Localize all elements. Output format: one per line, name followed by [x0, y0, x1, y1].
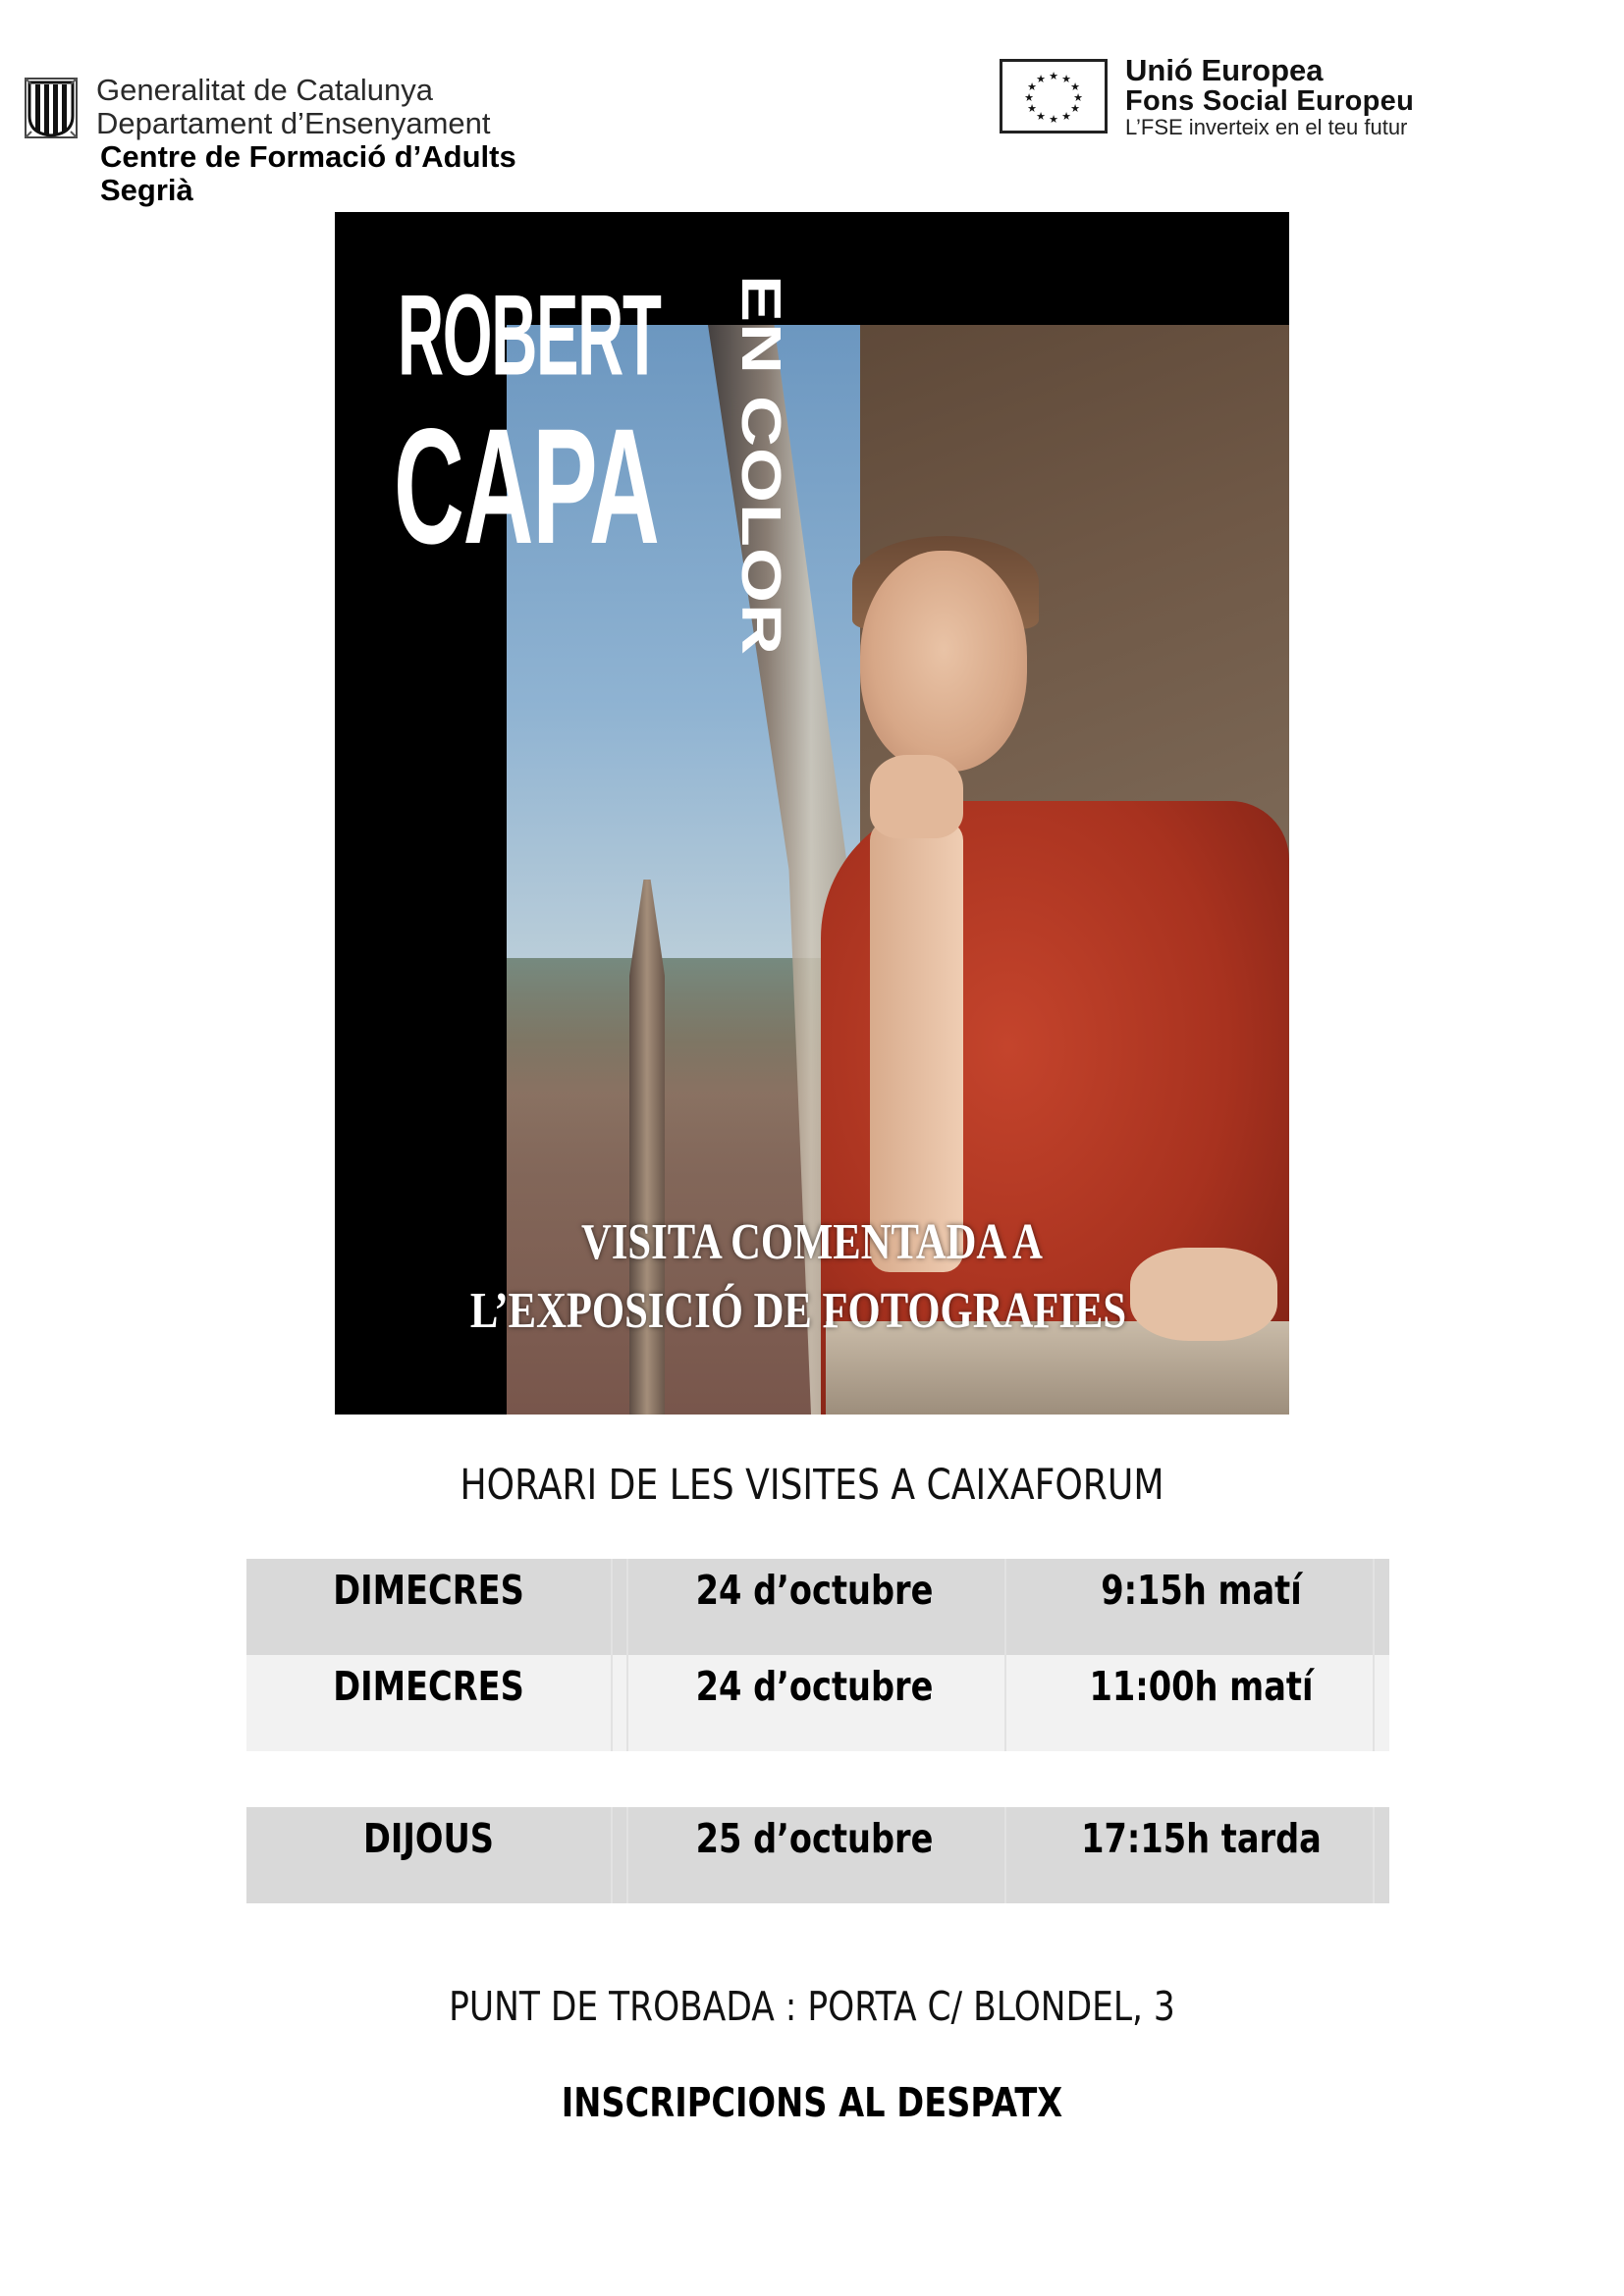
svg-text:★: ★: [1061, 73, 1071, 85]
poster-title-robert: ROBERT: [398, 271, 661, 400]
svg-text:★: ★: [1027, 80, 1037, 93]
spacer-cell: [613, 1655, 628, 1751]
spacer-cell: [1375, 1807, 1389, 1903]
time-text: 17:15h tarda: [1081, 1815, 1322, 1862]
svg-text:★: ★: [1049, 70, 1058, 82]
svg-text:★: ★: [1070, 102, 1080, 115]
eu-header: [1125, 55, 1414, 140]
generalitat-name: Generalitat de Catalunya: [96, 73, 433, 107]
time-cell: [1006, 1559, 1375, 1655]
table-row: [246, 1807, 1389, 1903]
day-text: DIMECRES: [333, 1663, 524, 1710]
eu-flag-icon: [1000, 59, 1108, 133]
day-cell: [246, 1807, 613, 1903]
date-cell: [628, 1559, 1006, 1655]
svg-text:★: ★: [1070, 80, 1080, 93]
poster-caption-line1: VISITA COMENTADA A: [581, 1214, 1043, 1270]
poster-hand: [870, 755, 963, 838]
date-text: 25 d’octubre: [695, 1815, 934, 1862]
centre-name: Centre de Formació d’Adults: [100, 139, 516, 174]
date-cell: [628, 1655, 1006, 1751]
generalitat-header: [96, 75, 516, 208]
spacer-cell: [1375, 1655, 1389, 1751]
spacer-cell: [1375, 1559, 1389, 1655]
poster-forearm: [870, 821, 963, 1272]
spacer-cell: [613, 1559, 628, 1655]
time-cell: [1006, 1655, 1375, 1751]
time-text: 11:00h matí: [1089, 1663, 1314, 1710]
eu-name: Unió Europea: [1125, 53, 1324, 87]
day-cell: [246, 1655, 613, 1751]
svg-text:★: ★: [1024, 91, 1034, 104]
meeting-point: PUNT DE TROBADA : PORTA C/ BLONDEL, 3: [449, 1983, 1175, 2030]
svg-text:★: ★: [1049, 113, 1058, 126]
schedule-title: HORARI DE LES VISITES A CAIXAFORUM: [460, 1461, 1164, 1510]
svg-text:★: ★: [1036, 110, 1046, 123]
poster-title-capa: CAPA: [394, 395, 659, 579]
svg-text:★: ★: [1073, 91, 1083, 104]
day-text: DIJOUS: [362, 1815, 495, 1862]
svg-text:★: ★: [1036, 73, 1046, 85]
table-row: [246, 1655, 1389, 1751]
esf-slogan: L’FSE inverteix en el teu futur: [1125, 115, 1408, 139]
date-cell: [628, 1807, 1006, 1903]
department-name: Departament d’Ensenyament: [96, 106, 491, 140]
registration-info: INSCRIPCIONS AL DESPATX: [561, 2079, 1063, 2126]
day-cell: [246, 1559, 613, 1655]
date-text: 24 d’octubre: [695, 1567, 934, 1614]
time-text: 9:15h matí: [1101, 1567, 1302, 1614]
poster-title-en-color: EN COLOR: [730, 275, 792, 657]
table-row: [246, 1559, 1389, 1655]
poster-caption-line2: L’EXPOSICIÓ DE FOTOGRAFIES: [469, 1283, 1127, 1339]
svg-text:★: ★: [1027, 102, 1037, 115]
time-cell: [1006, 1807, 1375, 1903]
day-text: DIMECRES: [333, 1567, 524, 1614]
generalitat-emblem-icon: [24, 77, 79, 139]
centre-location: Segrià: [100, 173, 193, 207]
date-text: 24 d’octubre: [695, 1663, 934, 1710]
svg-text:★: ★: [1061, 110, 1071, 123]
exhibition-poster: [335, 212, 1289, 1415]
esf-name: Fons Social Europeu: [1125, 85, 1415, 117]
spacer-cell: [613, 1807, 628, 1903]
poster-portrait-face: [860, 551, 1027, 772]
